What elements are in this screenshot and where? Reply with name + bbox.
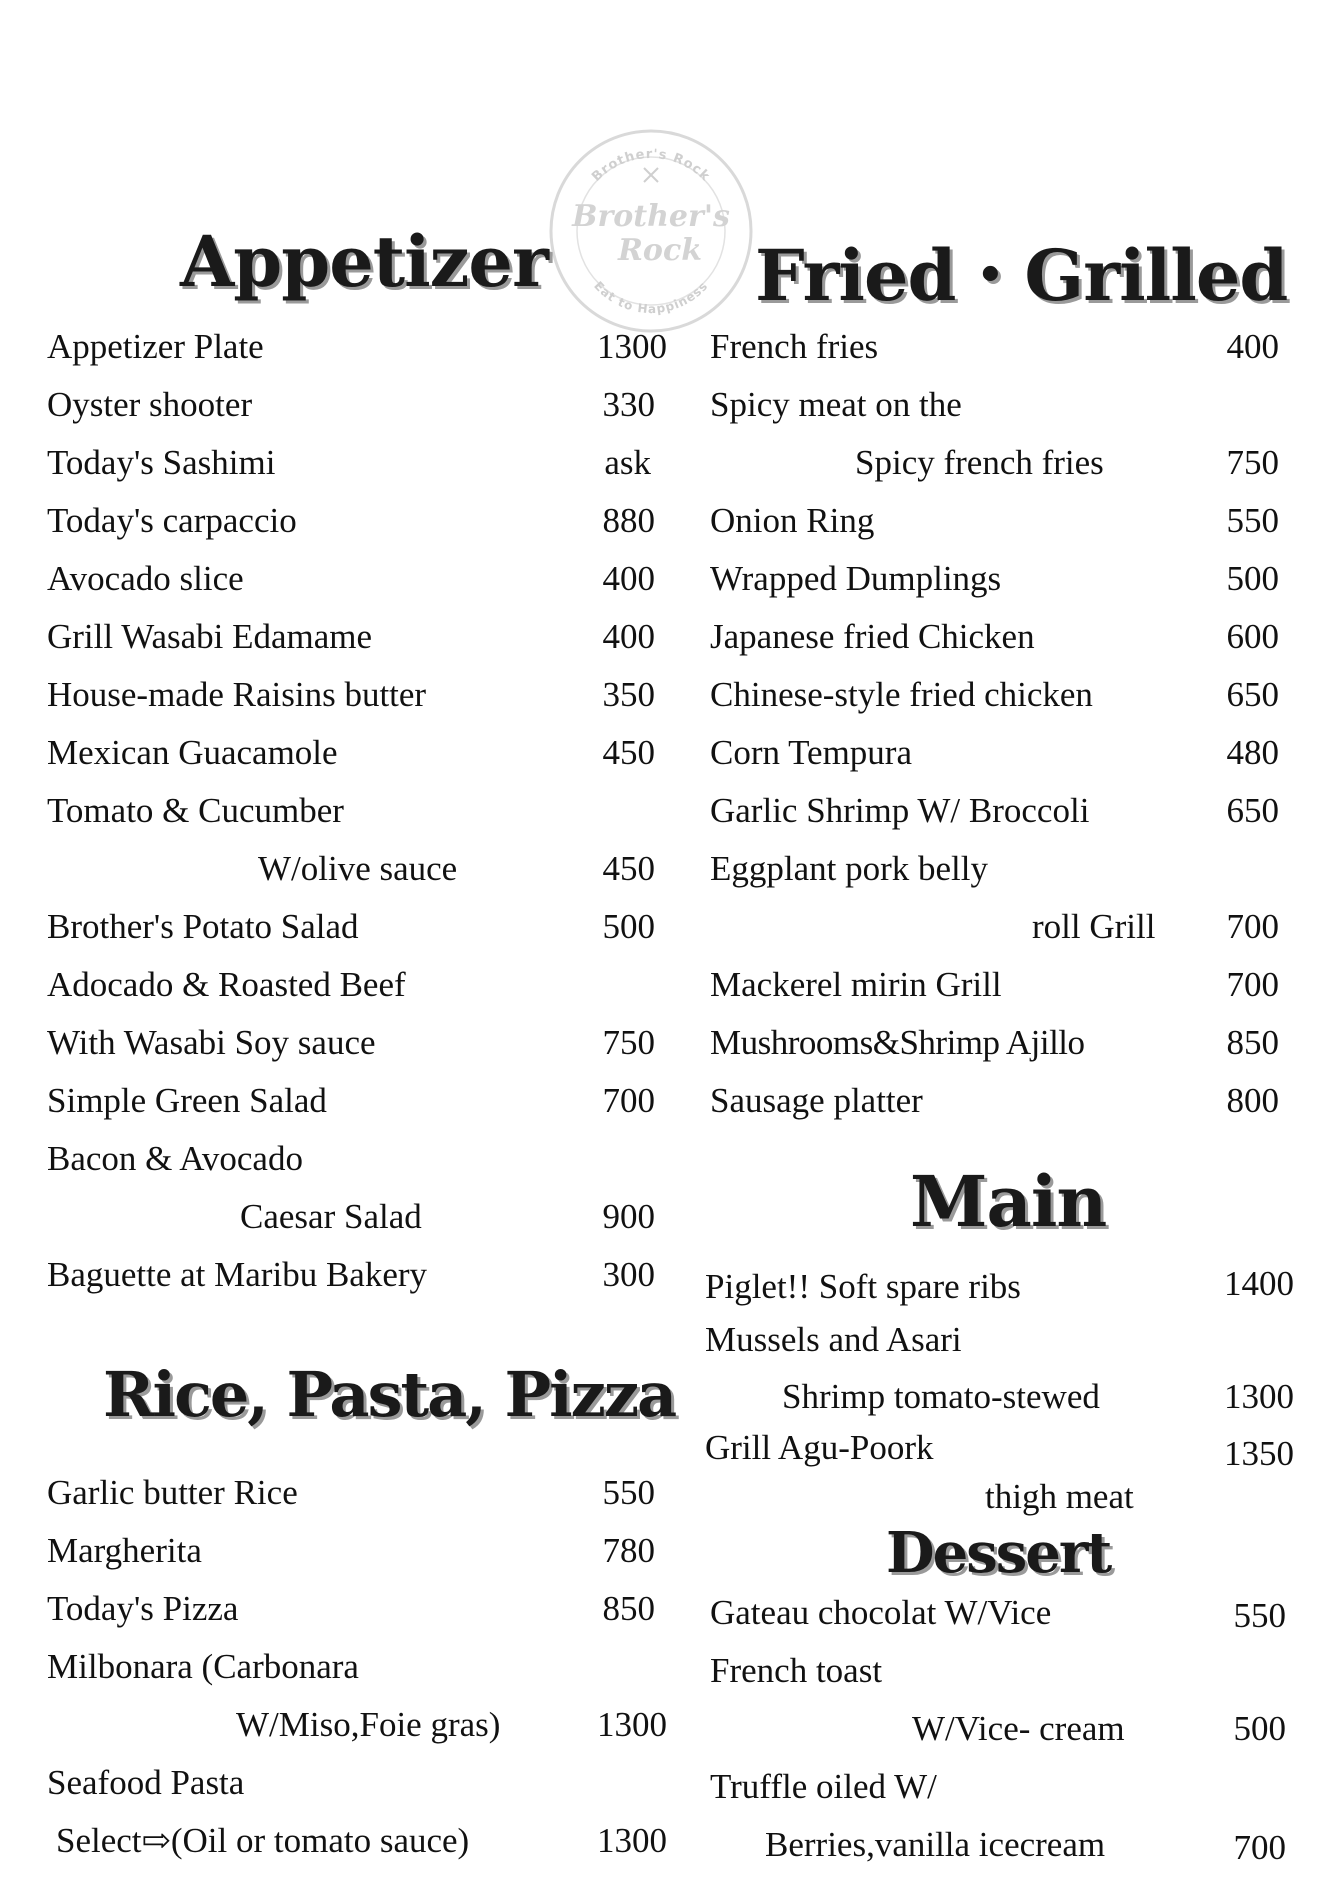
fork-knife-icon — [644, 168, 658, 182]
menu-item-name: Simple Green Salad — [47, 1081, 327, 1120]
svg-text:Brother's Rock — [589, 147, 713, 185]
menu-item-name: Caesar Salad — [240, 1197, 422, 1236]
menu-item-name: Eggplant pork belly — [710, 849, 989, 888]
menu-item-name: Mussels and Asari — [705, 1320, 962, 1359]
menu-item-price: 880 — [602, 501, 655, 540]
menu-item-name: Shrimp tomato-stewed — [782, 1377, 1100, 1416]
menu-item-price: 350 — [602, 675, 655, 714]
menu-item-name: Brother's Potato Salad — [47, 907, 359, 946]
menu-item-name: roll Grill — [1032, 907, 1156, 946]
menu-item-price: 850 — [602, 1589, 655, 1628]
menu-item-name: Chinese-style fried chicken — [710, 675, 1093, 714]
menu-item-name: Mexican Guacamole — [47, 733, 338, 772]
menu-item-price: 500 — [1233, 1709, 1286, 1748]
menu-item-name: Baguette at Maribu Bakery — [47, 1255, 428, 1294]
menu-item-name: Spicy french fries — [855, 443, 1104, 482]
menu-item-price: 650 — [1226, 675, 1279, 714]
menu-item-name: Onion Ring — [710, 501, 875, 540]
dessert-heading: Dessert — [886, 1520, 1111, 1586]
main-heading: Main — [910, 1160, 1107, 1243]
appetizer-heading: Appetizer — [180, 220, 548, 303]
menu-item-name: Avocado slice — [47, 559, 244, 598]
menu-item-price: 750 — [1226, 443, 1279, 482]
menu-item-price: 450 — [602, 733, 655, 772]
menu-item-name: Bacon & Avocado — [47, 1139, 303, 1178]
menu-item-name: French toast — [710, 1651, 883, 1690]
menu-item-price: 1300 — [597, 1821, 667, 1860]
menu-item-price: 550 — [1226, 501, 1279, 540]
menu-item-name: Margherita — [47, 1531, 202, 1570]
menu-item-name: Mushrooms&Shrimp Ajillo — [710, 1023, 1085, 1062]
menu-item-name: Adocado & Roasted Beef — [47, 965, 406, 1004]
menu-item-price: 330 — [602, 385, 655, 424]
menu-item-name: Today's carpaccio — [47, 501, 297, 540]
menu-item-name: Milbonara (Carbonara — [47, 1647, 359, 1686]
menu-item-price: 800 — [1226, 1081, 1279, 1120]
menu-item-price: 500 — [1226, 559, 1279, 598]
menu-item-price: 400 — [602, 617, 655, 656]
menu-item-name: Garlic Shrimp W/ Broccoli — [710, 791, 1090, 830]
menu-item-name: Today's Sashimi — [47, 443, 276, 482]
menu-item-price: 700 — [1226, 965, 1279, 1004]
menu-item-name: Select⇨(Oil or tomato sauce) — [56, 1821, 470, 1860]
menu-item-name: Corn Tempura — [710, 733, 913, 772]
menu-item-price: 700 — [1226, 907, 1279, 946]
logo-script-line2: Rock — [618, 233, 702, 268]
menu-item-price: 480 — [1226, 733, 1279, 772]
menu-item-name: Grill Wasabi Edamame — [47, 617, 373, 656]
menu-item-price: 700 — [1233, 1828, 1286, 1867]
menu-item-name: Wrapped Dumplings — [710, 559, 1002, 598]
menu-item-name: Tomato & Cucumber — [47, 791, 344, 830]
menu-item-name: Garlic butter Rice — [47, 1473, 298, 1512]
menu-item-name: Today's Pizza — [47, 1589, 239, 1628]
brothers-rock-logo — [548, 128, 754, 334]
logo-top-text: Brother's Rock — [589, 146, 713, 185]
menu-item-price: 1300 — [597, 1705, 667, 1744]
menu-item-name: thigh meat — [985, 1477, 1134, 1516]
menu-item-name: Spicy meat on the — [710, 385, 962, 424]
menu-item-price: 650 — [1226, 791, 1279, 830]
menu-item-price: 850 — [1226, 1023, 1279, 1062]
logo-bottom-text: Eat to Happiness — [591, 278, 711, 317]
menu-item-name: W/olive sauce — [258, 849, 458, 888]
menu-item-price: 1400 — [1224, 1264, 1294, 1303]
menu-item-price: 300 — [602, 1255, 655, 1294]
fried-grilled-heading: Fried・Grilled — [755, 234, 1288, 317]
menu-item-name: Piglet!! Soft spare ribs — [705, 1267, 1021, 1306]
menu-item-price: 1300 — [597, 327, 667, 366]
menu-item-name: Grill Agu-Poork — [705, 1428, 934, 1467]
menu-item-price: 400 — [1226, 327, 1279, 366]
menu-item-price: 550 — [602, 1473, 655, 1512]
menu-item-name: With Wasabi Soy sauce — [47, 1023, 376, 1062]
menu-item-price: 1300 — [1224, 1377, 1294, 1416]
menu-item-price: 600 — [1226, 617, 1279, 656]
menu-item-name: Seafood Pasta — [47, 1763, 245, 1802]
menu-item-name: Gateau chocolat W/Vice — [710, 1593, 1052, 1632]
menu-item-price: 1350 — [1224, 1434, 1294, 1473]
menu-item-name: French fries — [710, 327, 879, 366]
menu-item-price: 550 — [1233, 1596, 1286, 1635]
menu-item-name: W/Miso,Foie gras) — [236, 1705, 501, 1744]
menu-item-name: House-made Raisins butter — [47, 675, 427, 714]
menu-item-price: 500 — [602, 907, 655, 946]
menu-item-price: 450 — [602, 849, 655, 888]
menu-item-name: Mackerel mirin Grill — [710, 965, 1002, 1004]
menu-item-name: Oyster shooter — [47, 385, 253, 424]
menu-item-name: Truffle oiled W/ — [710, 1767, 937, 1806]
svg-text:Eat to Happiness — [591, 279, 711, 316]
rice-pasta-pizza-heading: Rice, Pasta, Pizza — [103, 1358, 676, 1431]
menu-item-price: 780 — [602, 1531, 655, 1570]
menu-item-name: Japanese fried Chicken — [710, 617, 1035, 656]
menu-item-name: Appetizer Plate — [47, 327, 264, 366]
menu-item-name: Berries,vanilla icecream — [765, 1825, 1106, 1864]
menu-item-price: 400 — [602, 559, 655, 598]
logo-script-line1: Brother's — [572, 199, 730, 234]
menu-item-name: W/Vice- cream — [912, 1709, 1125, 1748]
menu-item-name: Sausage platter — [710, 1081, 923, 1120]
menu-item-price: 900 — [602, 1197, 655, 1236]
menu-item-price: ask — [604, 443, 651, 482]
menu-item-price: 750 — [602, 1023, 655, 1062]
menu-item-price: 700 — [602, 1081, 655, 1120]
